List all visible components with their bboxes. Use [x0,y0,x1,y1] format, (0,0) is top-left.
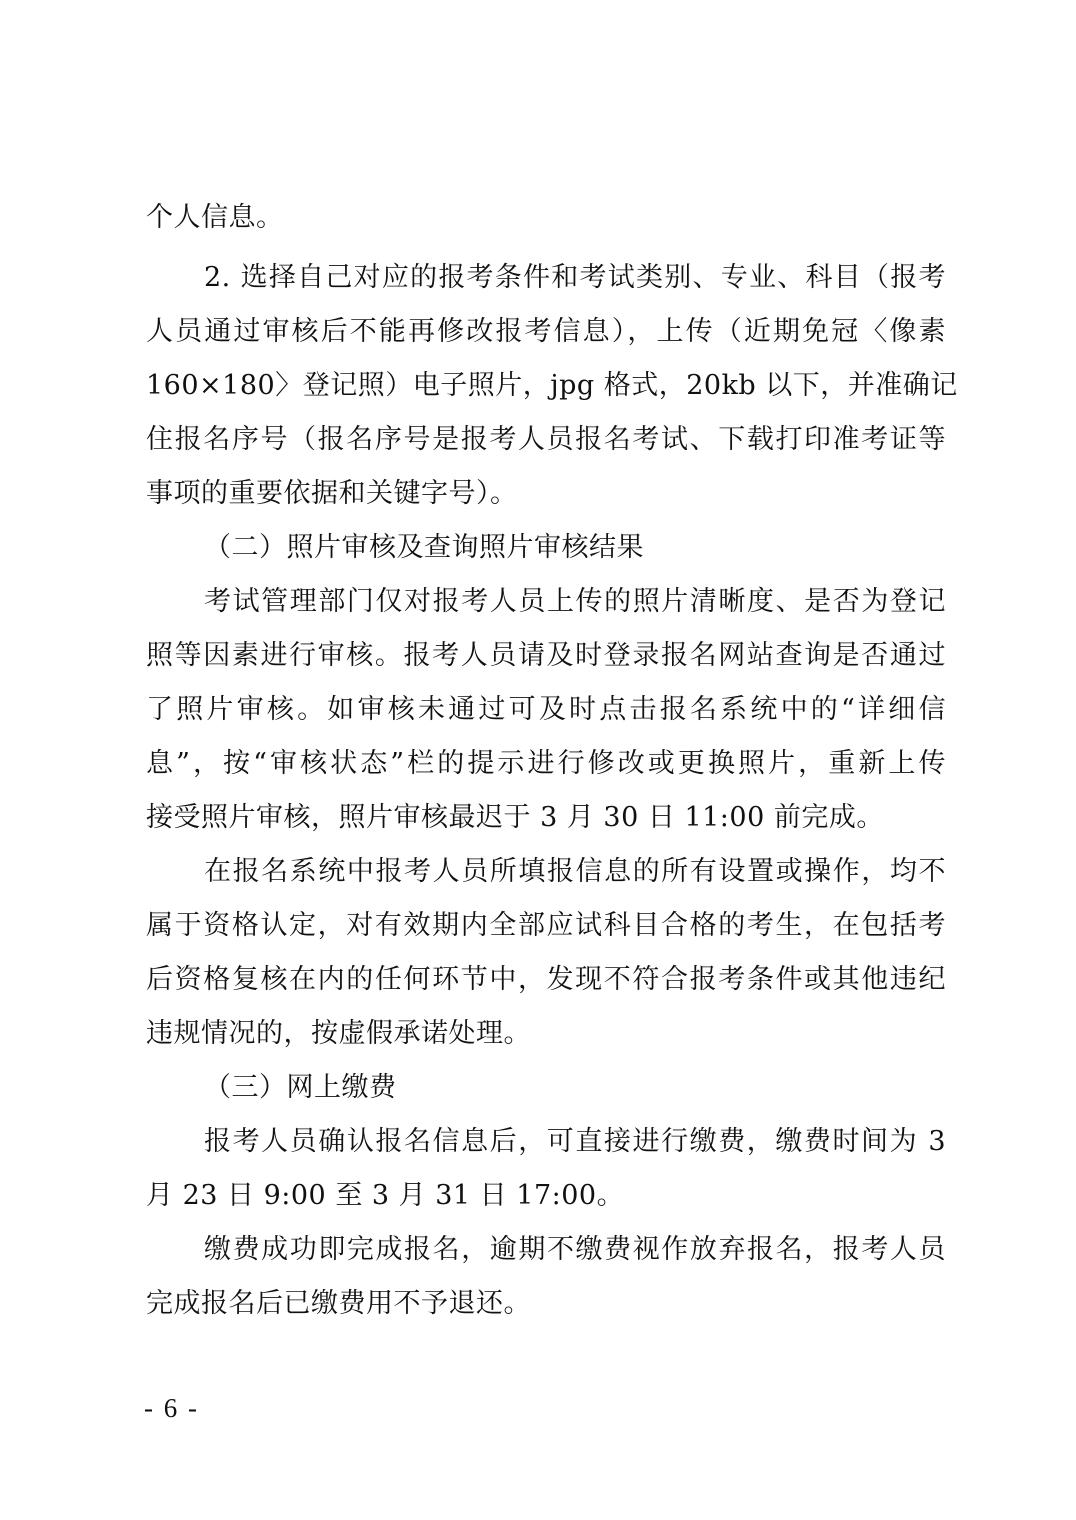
text-line: 息”，按“审核状态”栏的提示进行修改或更换照片，重新上传 [146,748,946,779]
text-line: 人员通过审核后不能再修改报考信息），上传（近期免冠〈像素 [146,316,946,347]
text-line: 违规情况的，按虚假承诺处理。 [146,1018,531,1049]
text-line: 在报名系统中报考人员所填报信息的所有设置或操作，均不 [204,856,946,887]
text-line: 2. 选择自己对应的报考条件和考试类别、专业、科目（报考 [204,262,946,293]
text-line: 考试管理部门仅对报考人员上传的照片清晰度、是否为登记 [204,586,946,617]
text-line: 后资格复核在内的任何环节中，发现不符合报考条件或其他违纪 [146,964,946,995]
section-heading: （二）照片审核及查询照片审核结果 [204,532,644,563]
text-line: 了照片审核。如审核未通过可及时点击报名系统中的“详细信 [146,694,946,725]
text-line: 160×180〉登记照）电子照片，jpg 格式，20kb 以下，并准确记 [146,370,958,401]
text-line: 照等因素进行审核。报考人员请及时登录报名网站查询是否通过 [146,640,946,671]
text-line: 报考人员确认报名信息后，可直接进行缴费，缴费时间为 3 [204,1126,946,1157]
text-line: 完成报名后已缴费用不予退还。 [146,1288,531,1319]
text-line: 接受照片审核，照片审核最迟于 3 月 30 日 11:00 前完成。 [146,802,884,833]
section-heading: （三）网上缴费 [204,1072,397,1103]
text-line: 住报名序号（报名序号是报考人员报名考试、下载打印准考证等 [146,424,946,455]
text-line: 缴费成功即完成报名，逾期不缴费视作放弃报名，报考人员 [204,1234,946,1265]
text-line: 事项的重要依据和关键字号）。 [146,478,518,509]
text-line: 个人信息。 [146,202,284,233]
text-line: 月 23 日 9:00 至 3 月 31 日 17:00。 [146,1180,625,1211]
page-number: - 6 - [144,1393,199,1423]
text-line: 属于资格认定，对有效期内全部应试科目合格的考生，在包括考 [146,910,946,941]
